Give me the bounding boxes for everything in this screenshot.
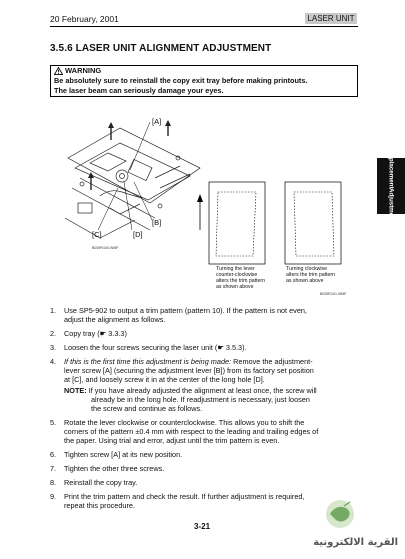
note-label: NOTE:	[64, 386, 87, 395]
page-number: 3-21	[194, 522, 211, 531]
label-c: [C]	[92, 230, 102, 239]
warning-line-1: Be absolutely sure to reinstall the copy exit tray before making printouts.	[54, 76, 308, 85]
trim-pattern-diagram	[192, 180, 362, 270]
note-block: NOTE: If you have already adjusted the alignment at least once, the screw will already be in the long hole. If readjustment is necessary, just loosen the screw and continue as follows.	[64, 386, 317, 413]
label-b: [B]	[152, 218, 162, 227]
direction-arrow-icon	[197, 194, 203, 230]
watermark-logo	[300, 492, 400, 552]
warning-heading	[54, 66, 101, 75]
caption-right: Turning clockwise alters the trim pattern as shown above	[286, 266, 336, 284]
label-d: [D]	[133, 230, 143, 239]
label-a: [A]	[152, 117, 162, 126]
figure-code-left: B039R100.WMF	[92, 246, 119, 250]
caption-left: Turning the lever counter-clockwise alters the trim pattern as shown above	[216, 266, 266, 290]
header-rule	[50, 26, 358, 27]
side-tab-line-1: Replacement	[387, 149, 395, 189]
header-section-tag: LASER UNIT	[305, 13, 357, 24]
section-title: 3.5.6 LASER UNIT ALIGNMENT ADJUSTMENT	[50, 43, 272, 54]
warning-label: WARNING	[65, 66, 102, 75]
watermark-text: القرية الالكترونية	[313, 537, 398, 548]
figure-code-right: B039R101.WMF	[320, 292, 347, 296]
header-date: 20 February, 2001	[50, 14, 119, 24]
warning-triangle-icon	[54, 67, 63, 75]
side-tab	[377, 149, 405, 223]
side-tab-line-2: Adjustment	[387, 188, 395, 223]
laser-unit-drawing	[60, 118, 210, 248]
warning-line-2: The laser beam can seriously damage your eyes.	[54, 86, 224, 95]
